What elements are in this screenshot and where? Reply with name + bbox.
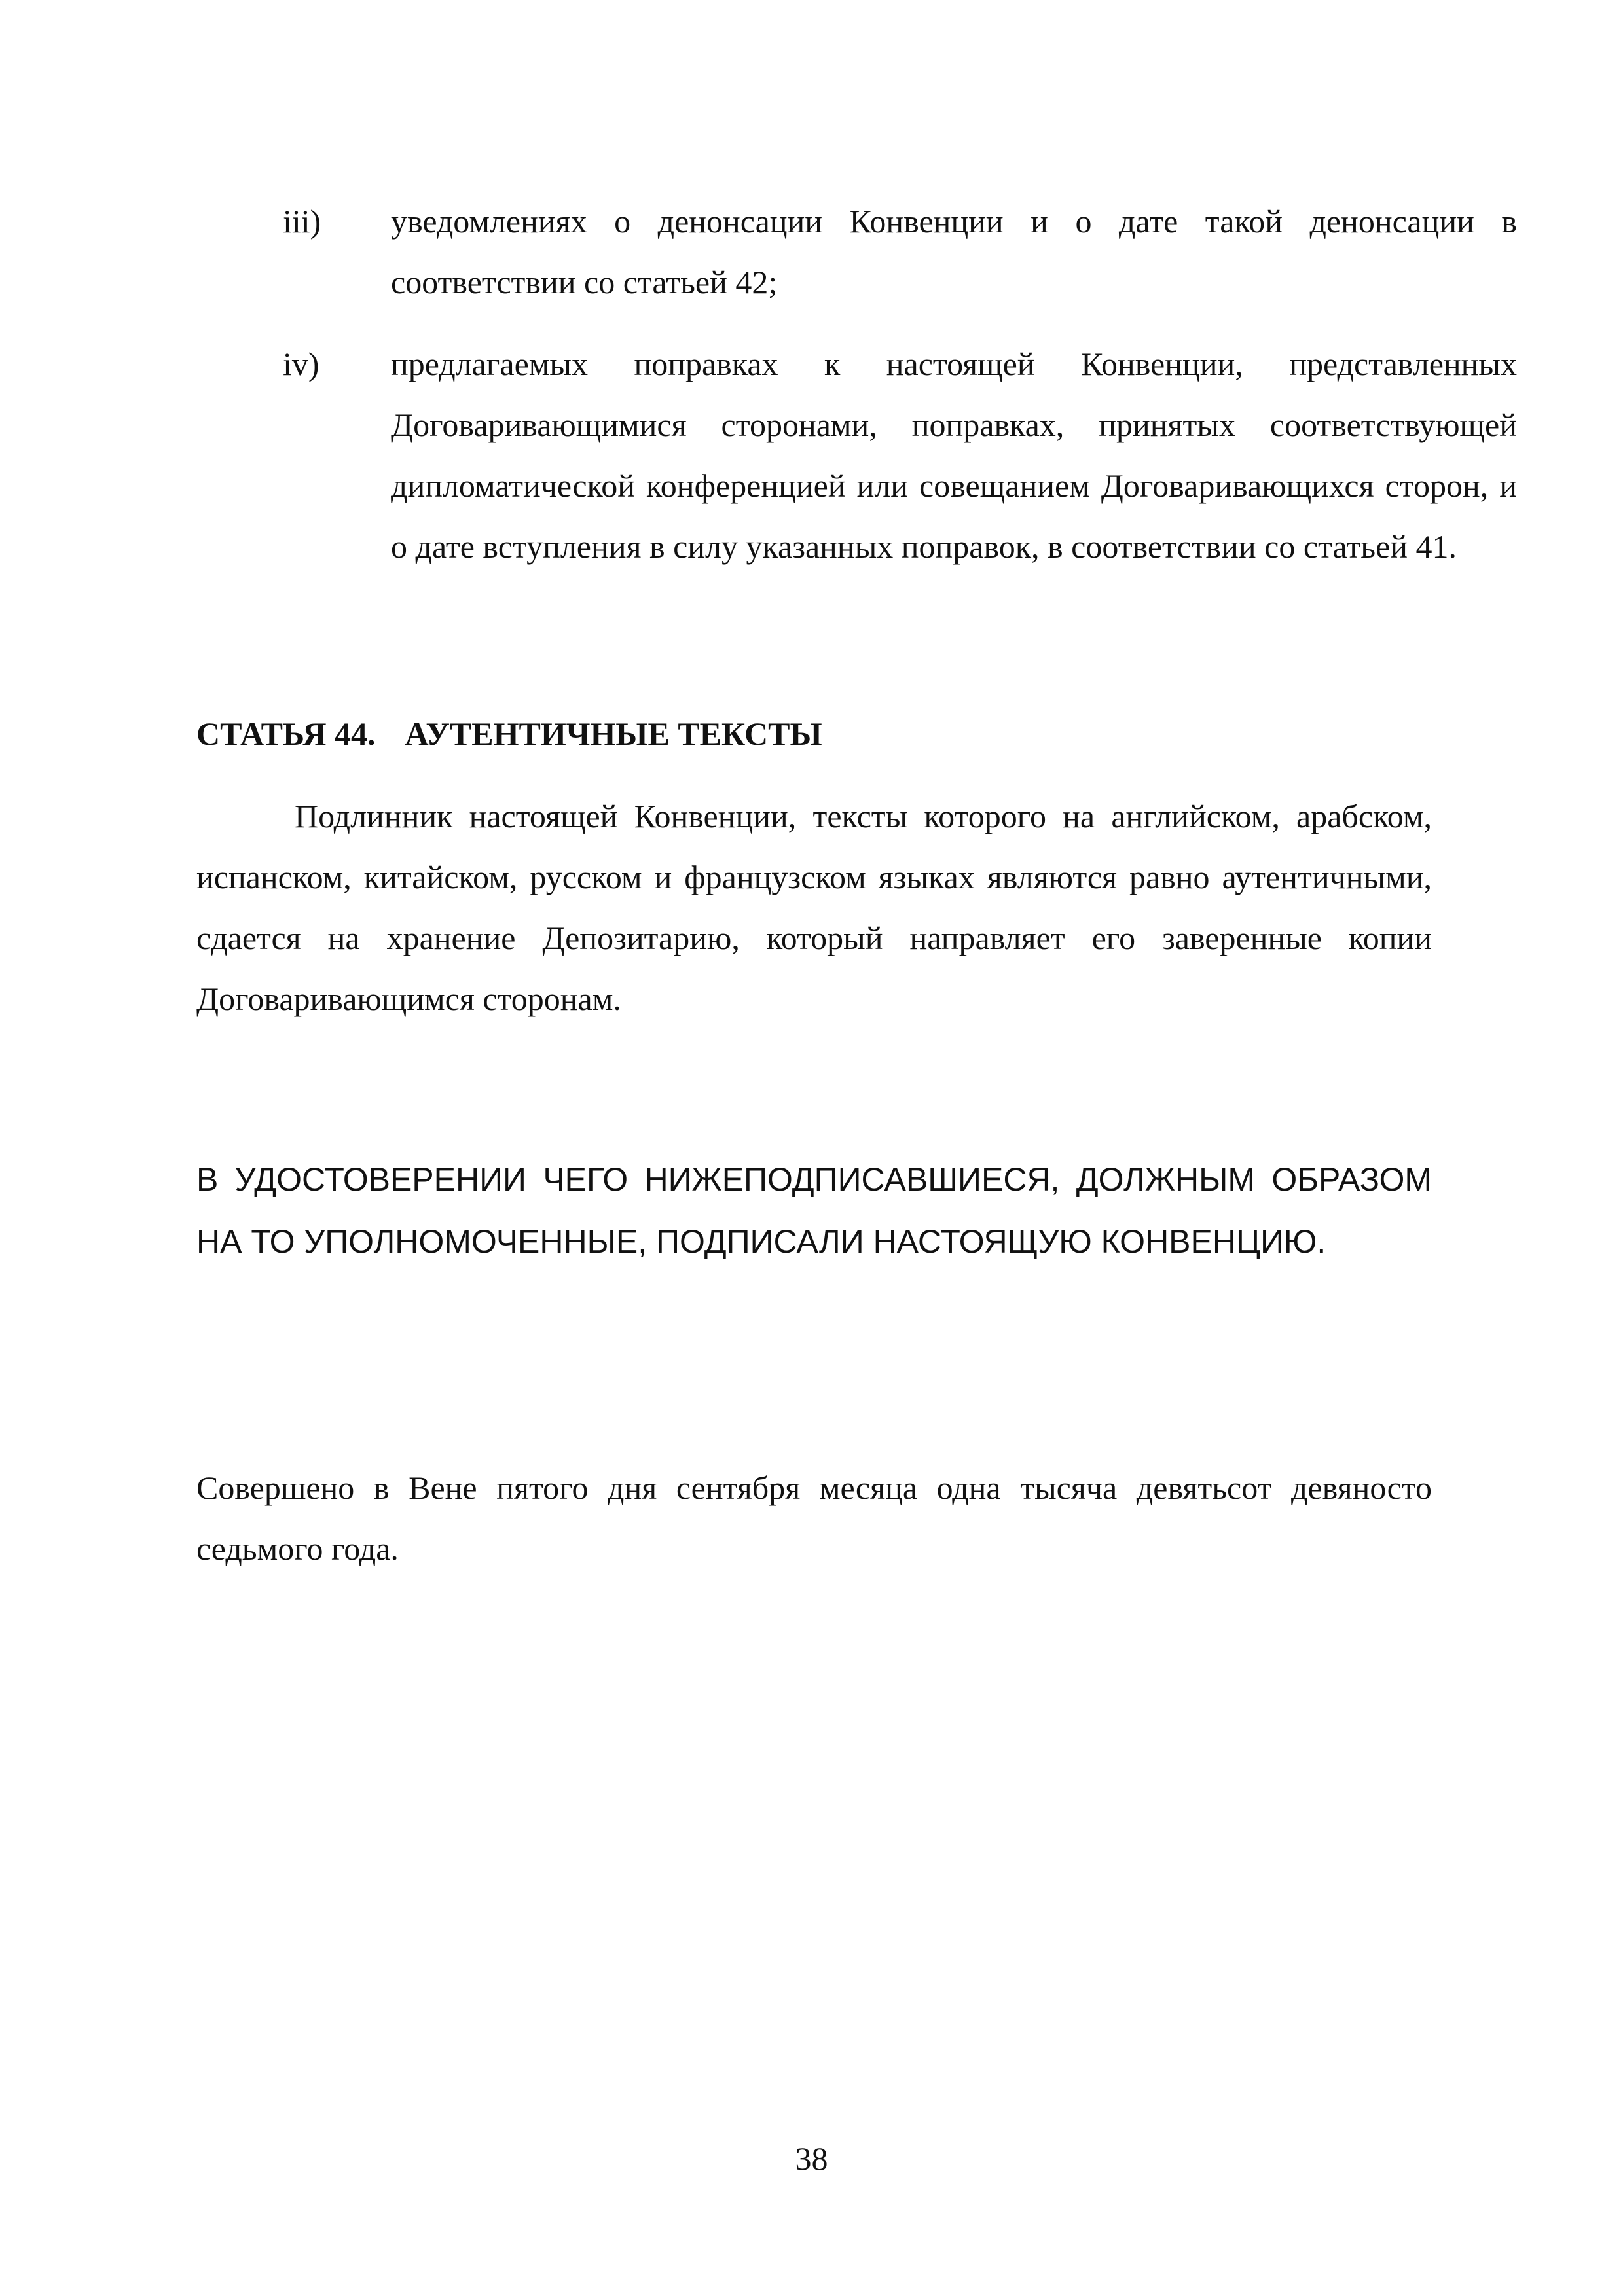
article-heading [196,704,822,764]
witness-clause: В УДОСТОВЕРЕНИИ ЧЕГО НИЖЕПОДПИСАВШИЕСЯ, ДОЛЖНЫМ ОБРАЗОМ НА ТО УПОЛНОМОЧЕННЫЕ, ПОДПИСАЛИ НАСТОЯЩУЮ КОНВЕНЦИЮ. [196,1161,1432,1260]
list-marker: iv) [283,346,319,382]
article-title: АУТЕНТИЧНЫЕ ТЕКСТЫ [405,715,822,752]
page-number: 38 [795,2140,828,2177]
list-item-text: уведомлениях о денонсации Конвенции и о дате такой денонсации в соответствии со статьей 42; [391,203,1517,300]
article-number: СТАТЬЯ 44. [196,715,376,752]
done-at-statement: Совершено в Вене пятого дня сентября месяца одна тысяча девятьсот девяносто седьмого года. [196,1469,1432,1567]
list-item-text: предлагаемых поправках к настоящей Конвенции, представленных Договаривающимися сторонами, поправках, принятых соответствующей дипломатической конференцией или совещанием Договаривающихся сторон, и о дате вступления в силу указанных поправок, в соответствии со статьей 41. [391,346,1517,565]
article-paragraph: Подлинник настоящей Конвенции, тексты которого на английском, арабском, испанском, китайском, русском и французском языках являются равно аутентичными, сдается на хранение Депозитарию, который направляет его заверенные копии Договаривающимся сторонам. [196,798,1432,1017]
list-marker: iii) [283,203,321,240]
